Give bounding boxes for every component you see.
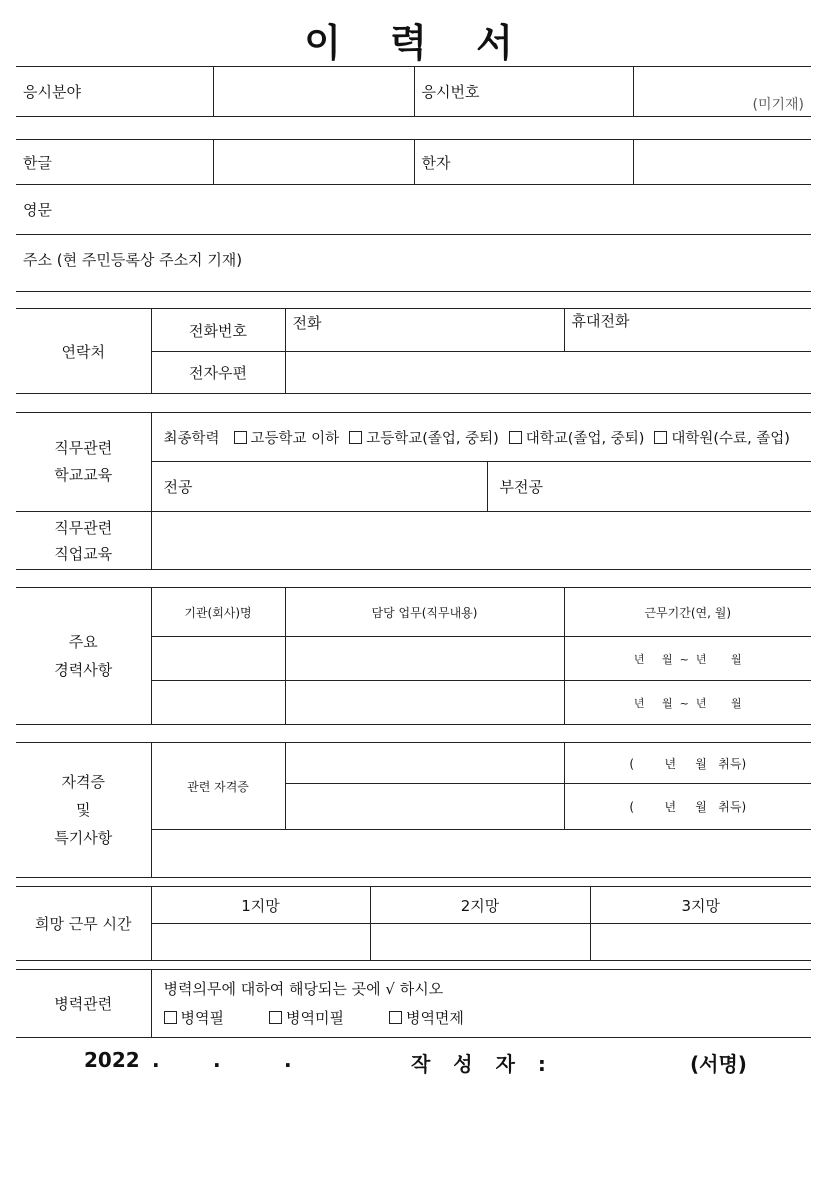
vocational-label-1: 직무관련 — [54, 518, 113, 537]
major-label: 전공 — [163, 478, 193, 496]
vocational-label-2: 직업교육 — [54, 544, 113, 563]
option-not-served[interactable]: 병역미필 — [269, 1009, 344, 1027]
hours-table — [16, 886, 811, 961]
vocational-input[interactable] — [151, 512, 811, 570]
license-table — [16, 742, 811, 878]
checkbox-icon[interactable] — [389, 1011, 402, 1024]
duty-input[interactable] — [285, 637, 564, 681]
acquired-cell[interactable]: ( 년 월 취득) — [564, 784, 811, 830]
career-label-1: 주요 — [68, 633, 98, 651]
hangul-label: 한글 — [16, 140, 213, 185]
number-label: 응시번호 — [414, 67, 633, 117]
signature-footer — [0, 1048, 835, 1080]
option-graduate[interactable]: 대학원(수료, 졸업) — [654, 431, 790, 447]
application-table — [16, 66, 811, 117]
mobile-label: 휴대전화 — [571, 312, 630, 330]
checkbox-icon[interactable] — [269, 1011, 282, 1024]
checkbox-icon[interactable] — [164, 1011, 177, 1024]
english-label: 영문 — [16, 185, 811, 235]
career-table — [16, 587, 811, 725]
license-input[interactable] — [285, 784, 564, 830]
choice-1-label: 1지망 — [151, 887, 370, 924]
choice-2-label: 2지망 — [370, 887, 590, 924]
option-university[interactable]: 대학교(졸업, 중퇴) — [509, 431, 645, 447]
license-section-label — [16, 743, 151, 878]
option-high-grad[interactable]: 고등학교(졸업, 중퇴) — [349, 431, 499, 447]
military-instruction: 병력의무에 대하여 해당되는 곳에 √ 하시오 — [163, 979, 444, 998]
vocational-section-label — [16, 512, 151, 570]
name-table — [16, 139, 811, 292]
choice-2-input[interactable] — [370, 924, 590, 961]
company-input[interactable] — [151, 637, 285, 681]
education-label-2: 학교교육 — [54, 466, 113, 484]
field-label: 응시분야 — [16, 67, 213, 117]
mobile-cell[interactable] — [564, 309, 811, 352]
period-cell[interactable]: 년 월 ~ 년 월 — [564, 681, 811, 725]
military-section-label: 병력관련 — [16, 970, 151, 1038]
career-section-label — [16, 588, 151, 725]
page-title: 이 력 서 — [304, 21, 531, 65]
footer-dot: . — [152, 1048, 160, 1072]
education-section-label — [16, 413, 151, 512]
company-input[interactable] — [151, 681, 285, 725]
contact-table — [16, 308, 811, 394]
writer-label: 작 성 자 : — [411, 1052, 554, 1076]
education-label-1: 직무관련 — [54, 439, 113, 457]
col-company: 기관(회사)명 — [151, 588, 285, 637]
final-education-label: 최종학력 — [163, 430, 220, 447]
email-input[interactable] — [285, 352, 811, 394]
number-cell — [633, 67, 811, 117]
footer-dot: . — [213, 1048, 221, 1072]
address-label: 주소 (현 주민등록상 주소지 기재) — [16, 235, 811, 292]
acquired-cell[interactable]: ( 년 월 취득) — [564, 743, 811, 784]
major-cell[interactable] — [151, 462, 487, 512]
final-education-cell — [151, 413, 811, 462]
checkbox-icon[interactable] — [349, 431, 362, 444]
choice-1-input[interactable] — [151, 924, 370, 961]
checkbox-icon[interactable] — [234, 431, 247, 444]
sign-label[interactable]: (서명) — [690, 1052, 747, 1076]
education-table — [16, 412, 811, 570]
col-period: 근무기간(연, 월) — [564, 588, 811, 637]
related-license-label: 관련 자격증 — [151, 743, 285, 830]
license-label-3: 특기사항 — [54, 829, 113, 847]
license-label-2: 및 — [76, 801, 91, 819]
field-input[interactable] — [213, 67, 414, 117]
phone-label: 전화번호 — [151, 309, 285, 352]
col-duty: 담당 업무(직무내용) — [285, 588, 564, 637]
specialty-input[interactable] — [151, 830, 811, 878]
checkbox-icon[interactable] — [509, 431, 522, 444]
tel-cell[interactable] — [285, 309, 564, 352]
period-cell[interactable]: 년 월 ~ 년 월 — [564, 637, 811, 681]
license-input[interactable] — [285, 743, 564, 784]
number-note: (미기재) — [752, 97, 804, 113]
footer-year: 2022 — [84, 1048, 140, 1072]
license-label-1: 자격증 — [61, 773, 105, 791]
hours-section-label: 희망 근무 시간 — [16, 887, 151, 961]
minor-cell[interactable] — [487, 462, 811, 512]
military-table — [16, 969, 811, 1038]
contact-section-label: 연락처 — [16, 309, 151, 394]
career-label-2: 경력사항 — [54, 661, 113, 679]
minor-label: 부전공 — [499, 478, 543, 496]
duty-input[interactable] — [285, 681, 564, 725]
military-cell — [151, 970, 811, 1038]
option-exempt[interactable]: 병역면제 — [389, 1009, 464, 1027]
email-label: 전자우편 — [151, 352, 285, 394]
hanja-label: 한자 — [414, 140, 633, 185]
hangul-input[interactable] — [213, 140, 414, 185]
footer-dot: . — [284, 1048, 292, 1072]
hanja-input[interactable] — [633, 140, 811, 185]
option-served[interactable]: 병역필 — [164, 1009, 224, 1027]
checkbox-icon[interactable] — [654, 431, 667, 444]
choice-3-label: 3지망 — [590, 887, 811, 924]
choice-3-input[interactable] — [590, 924, 811, 961]
tel-label: 전화 — [292, 314, 322, 332]
option-high-below[interactable]: 고등학교 이하 — [234, 431, 340, 447]
